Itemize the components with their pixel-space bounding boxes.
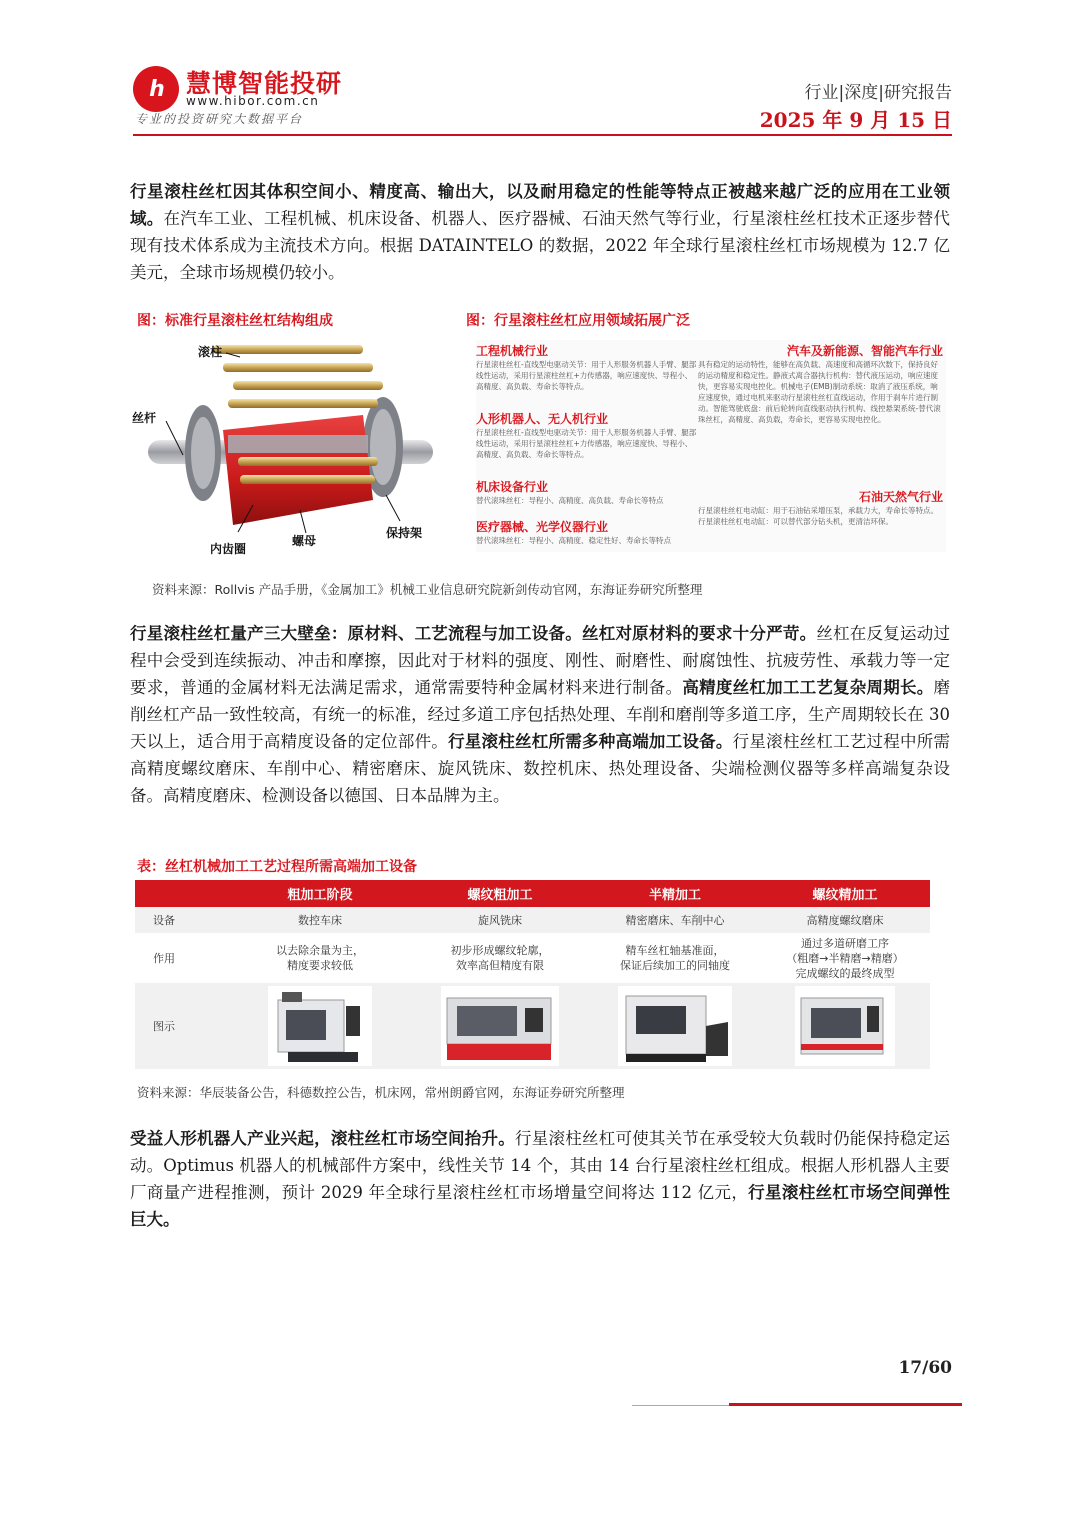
table-cell <box>760 933 930 983</box>
table-header-cell: 螺纹粗加工 <box>410 880 590 907</box>
label-screw: 丝杆 <box>132 411 157 425</box>
app-item-robot <box>476 410 698 460</box>
cell-line: 保证后续加工的同轴度 <box>620 959 730 972</box>
page-number: 17/60 <box>898 1358 952 1378</box>
report-category: 行业|深度|研究报告 <box>804 83 952 103</box>
fig-right-title: 图：行星滚柱丝杠应用领域拓展广泛 <box>466 313 690 329</box>
para2-lead-3: 行星滚柱丝杠所需多种高端加工设备。 <box>448 732 733 751</box>
app-item-machine-tool <box>476 478 698 506</box>
table-cell: 数控车床 <box>230 907 410 933</box>
precision-grinder-image <box>618 986 732 1066</box>
table-row <box>135 983 930 1069</box>
para3-conclusion: 行星滚柱丝杠市场空间弹性巨大。 <box>130 1183 951 1229</box>
brand-name: 慧博智能投研 <box>186 69 343 98</box>
app-text: 替代滚珠丝杠：导程小、高精度、稳定性好、寿命长等特点 <box>476 536 671 545</box>
app-text: 替代滚珠丝杠：导程小、高精度、高负载、寿命长等特点 <box>476 496 664 505</box>
fig-left-title: 图：标准行星滚柱丝杠结构组成 <box>137 313 333 329</box>
app-text: 具有稳定的运动特性，能够在高负载、高速度和高循环次数下，保持良好的运动精度和稳定性。静液式离合器执行机构：替代液压运动，响应速度快，更容易实现电控化。机械电子(EMB)制动系统：取消了液压系统，响应速度快，通过电机来驱动行星滚柱丝杠直线运动，作用于刹车片进行制动。智能驾驶底盘：前后轮转向直线驱动执行机构、线控悬架系统-替代滚珠丝杠，高精度、高负载，寿命长，更容易实现电控化。 <box>698 360 941 424</box>
table-header-row <box>135 880 930 907</box>
app-heading: 医疗器械、光学仪器行业 <box>476 520 609 534</box>
label-nut: 螺母 <box>292 534 317 548</box>
table-cell: 旋风铣床 <box>410 907 590 933</box>
cell-line: 以去除余量为主， <box>276 944 364 957</box>
app-item-oil-gas <box>698 488 943 527</box>
para1-lead: 行星滚柱丝杠因其体积空间小、精度高、输出大，以及耐用稳定的性能等特点正被越来越广泛的应用在工业领域。 <box>130 182 950 228</box>
table-cell <box>590 933 760 983</box>
table-cell <box>230 933 410 983</box>
app-heading: 石油天然气行业 <box>858 490 943 504</box>
cell-line: 完成螺纹的最终成型 <box>795 966 895 980</box>
figure-source: 资料来源：Rollvis 产品手册，《金属加工》机械工业信息研究院新剑传动官网，东海证券研究所整理 <box>152 582 703 597</box>
app-item-automotive <box>698 342 943 425</box>
cell-line: （粗磨→半精磨→精磨） <box>786 951 904 965</box>
para3-lead: 受益人形机器人产业兴起，滚柱丝杠市场空间抬升。 <box>130 1129 516 1148</box>
table-cell <box>410 933 590 983</box>
app-heading: 汽车及新能源、智能汽车行业 <box>786 344 943 358</box>
table-title: 表：丝杠机械加工工艺过程所需高端加工设备 <box>137 859 417 875</box>
table-header-cell: 螺纹精加工 <box>760 880 930 907</box>
app-text: 行星滚柱丝杠-直线型电驱动关节：用于人形服务机器人手臂、腿部线性运动，采用行星滚柱丝杠+力传感器，响应速度快、导程小、高精度、高负载、寿命长等特点。 <box>476 360 697 391</box>
equipment-table <box>135 880 930 1069</box>
roller-screw-diagram <box>128 335 448 560</box>
footer-divider-red <box>729 1403 962 1406</box>
para2-body-1: 丝杠在反复运动过程中会受到连续振动、冲击和摩擦，因此对于材料的强度、刚性、耐磨性、耐腐蚀性、抗疲劳性、承载力等一定要求，普通的金属材料无法满足需求，通常需要特种金属材料来进行制备。 <box>130 624 951 697</box>
para2-body-2: 磨削丝杠产品一致性较高，有统一的标准，经过多道工序包括热处理、车削和磨削等多道工序，生产周期较长在 30 天以上，适合用于高精度设备的定位部件。 <box>130 678 951 751</box>
brand-slogan: 专业的投资研究大数据平台 <box>135 112 304 126</box>
para3-body: 行星滚柱丝杠可使其关节在承受较大负载时仍能保持稳定运动。Optimus 机器人的机械部件方案中，线性关节 14 个，其由 14 台行星滚柱丝杠组成。根据人形机器人主要厂商量产进程推测，预计 2029 年全球行星滚柱丝杠市场增量空间将达 112 亿元， <box>130 1129 951 1202</box>
para1-body: 在汽车工业、工程机械、机床设备、机器人、医疗器械、石油天然气等行业，行星滚柱丝杠技术正逐步替代现有技术体系成为主流技术方向。根据 DATAINTELO 的数据，2022 年全球行星滚柱丝杠市场规模为 12.7 亿美元，全球市场规模仍较小。 <box>130 209 951 282</box>
thread-grinder-image <box>795 986 895 1066</box>
table-cell <box>590 983 760 1069</box>
paragraph-barriers <box>130 620 950 809</box>
table-cell: 高精度螺纹磨床 <box>760 907 930 933</box>
table-cell: 精密磨床、车削中心 <box>590 907 760 933</box>
paragraph-market-size <box>130 178 950 286</box>
app-text: 行星滚柱丝杠电动缸：用于石油钻采增压泵，承载力大，寿命长等特点。行星滚柱丝杠电动缸：可以替代部分钻头机，更清洁环保。 <box>698 506 938 526</box>
cell-line: 精度要求较低 <box>287 959 353 972</box>
label-roller: 滚柱 <box>198 345 223 359</box>
table-row <box>135 933 930 983</box>
table-header-cell: 半精加工 <box>590 880 760 907</box>
brand-url[interactable]: www.hibor.com.cn <box>186 94 320 108</box>
app-item-engineering <box>476 342 698 392</box>
row-label: 作用 <box>135 933 230 983</box>
app-heading: 机床设备行业 <box>476 480 549 494</box>
header-divider <box>133 134 952 136</box>
table-cell <box>760 983 930 1069</box>
cnc-lathe-image <box>268 986 372 1066</box>
report-date: 2025 年 9 月 15 日 <box>759 108 952 132</box>
footer-divider-gray <box>632 1405 729 1406</box>
app-heading: 工程机械行业 <box>476 344 549 358</box>
label-ring-gear: 内齿圈 <box>210 542 247 556</box>
table-header-cell: 粗加工阶段 <box>230 880 410 907</box>
paragraph-humanoid <box>130 1125 950 1233</box>
row-label: 图示 <box>135 983 230 1069</box>
table-header-cell <box>135 880 230 907</box>
table-row <box>135 907 930 933</box>
cell-line: 初步形成螺纹轮廓， <box>450 944 550 957</box>
app-item-medical <box>476 518 698 546</box>
app-text: 行星滚柱丝杠-直线型电驱动关节：用于人形服务机器人手臂、腿部线性运动，采用行星滚柱丝杠+力传感器，响应速度快、导程小、高精度、高负载、寿命长等特点。 <box>476 428 697 459</box>
app-heading: 人形机器人、无人机行业 <box>476 412 609 426</box>
whirlwind-mill-image <box>441 986 559 1066</box>
table-cell <box>230 983 410 1069</box>
cell-line: 效率高但精度有限 <box>456 959 544 972</box>
table-source: 资料来源：华辰装备公告，科德数控公告，机床网，常州朗爵官网，东海证券研究所整理 <box>137 1085 625 1100</box>
label-cage: 保持架 <box>386 526 423 540</box>
para2-lead-1: 行星滚柱丝杠量产三大壁垒：原材料、工艺流程与加工设备。丝杠对原材料的要求十分严苛。 <box>130 624 817 643</box>
para2-body-3: 行星滚柱丝杠工艺过程中所需高精度螺纹磨床、车削中心、精密磨床、旋风铣床、数控机床、热处理设备、尖端检测仪器等多样高端复杂设备。高精度磨床、检测设备以德国、日本品牌为主。 <box>130 732 951 805</box>
cell-line: 通过多道研磨工序 <box>801 936 889 950</box>
row-label: 设备 <box>135 907 230 933</box>
cell-line: 精车丝杠轴基准面， <box>625 944 725 957</box>
para2-lead-2: 高精度丝杠加工工艺复杂周期长。 <box>682 678 934 697</box>
brand-logo-icon: h <box>133 66 179 112</box>
application-fields-figure <box>476 340 946 552</box>
table-cell <box>410 983 590 1069</box>
